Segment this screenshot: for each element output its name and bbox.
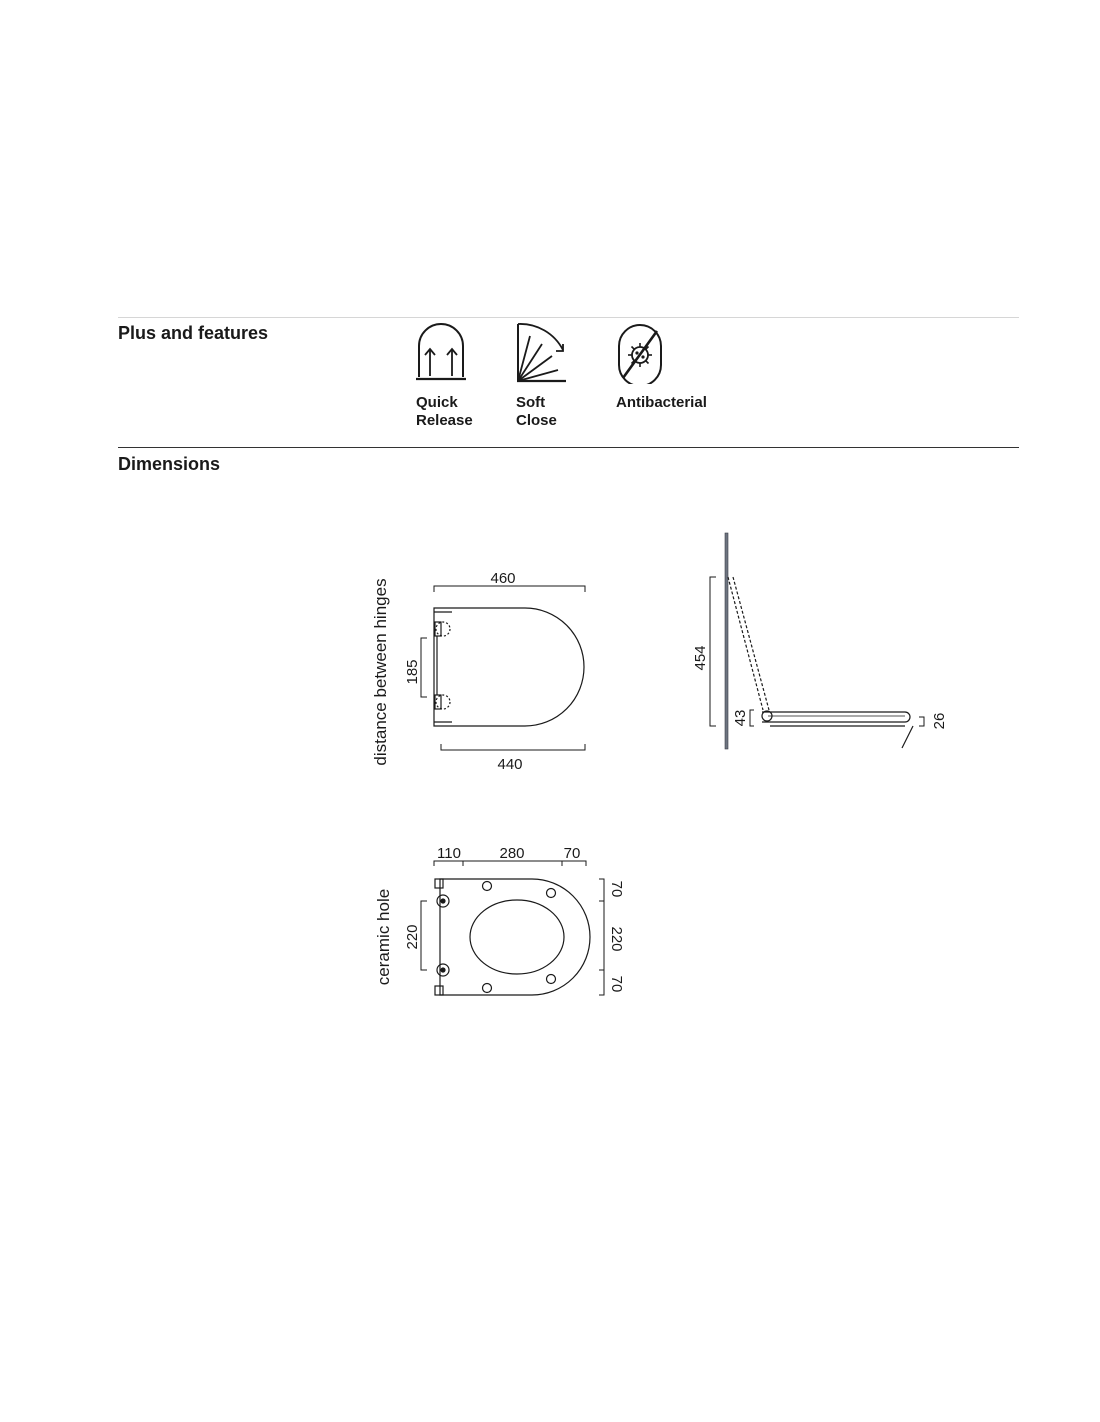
dim-right-1: 70: [608, 880, 625, 898]
dim-top-2: 280: [499, 845, 525, 862]
dim-width-top: 460: [490, 570, 516, 587]
feature-label-antibacterial: Antibacterial: [616, 394, 707, 411]
dim-seat-thickness: 26: [931, 712, 948, 730]
dim-ceramic-hole-distance: 220: [404, 924, 421, 950]
hinge-distance-label: distance between hinges: [371, 578, 390, 766]
dim-hinge-height: 43: [732, 709, 749, 727]
side-view-dimension-lines: [710, 577, 924, 726]
side-view-drawing: [725, 533, 913, 749]
dim-right-3: 70: [608, 975, 625, 993]
dim-hinge-distance: 185: [404, 659, 421, 685]
ceramic-view-drawing: [435, 879, 590, 995]
dim-height-open: 454: [692, 645, 709, 671]
dim-top-3: 70: [563, 845, 581, 862]
feature-label-quick-release: Quick Release: [416, 394, 473, 429]
dimensions-title: Dimensions: [118, 454, 221, 474]
dim-top-1: 110: [437, 845, 461, 862]
top-view-drawing: [434, 608, 584, 726]
ceramic-hole-label: ceramic hole: [374, 888, 393, 986]
features-title: Plus and features: [118, 323, 269, 343]
dim-right-2: 220: [608, 926, 625, 952]
dim-width-bottom: 440: [497, 756, 523, 773]
feature-label-soft-close: Soft Close: [516, 394, 557, 429]
